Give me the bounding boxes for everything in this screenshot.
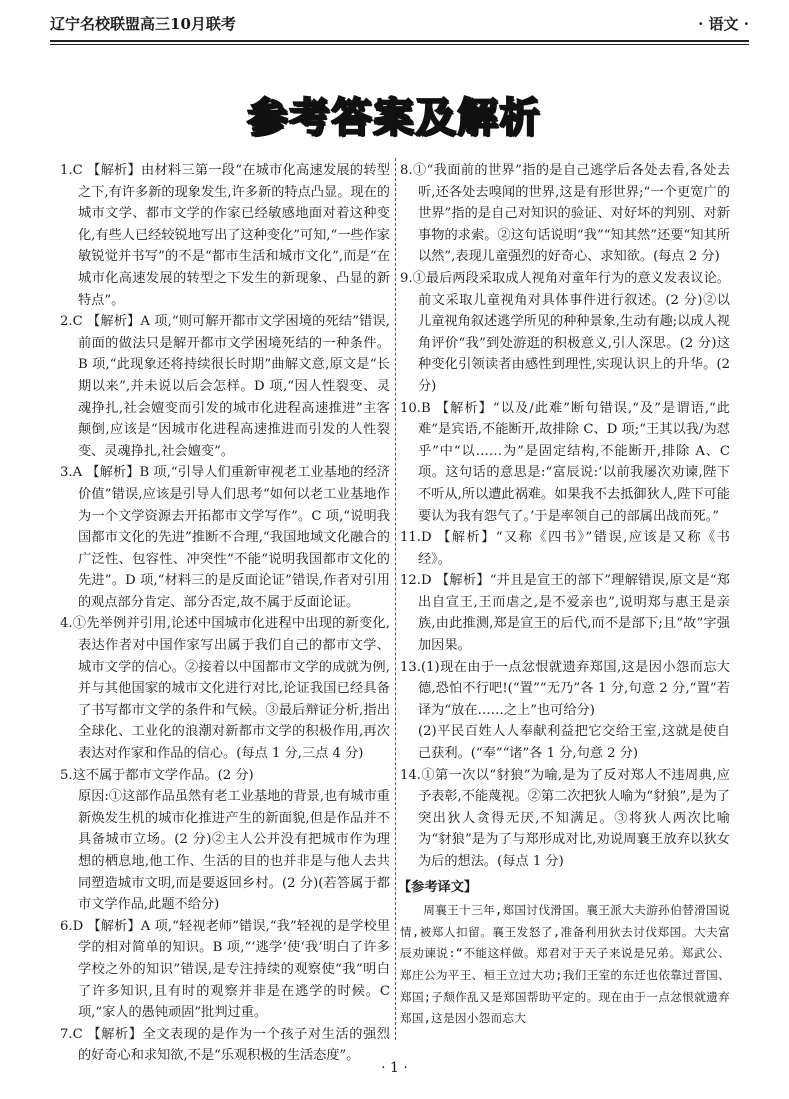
answer-item: 4.①先举例并引用,论述中国城市化进程中出现的新变化,表达作者对中国作家写出属于我们自己的都市文学、城市文学的信心。②接着以中国都市文学的成就为例,并与其他国家的城市文化进行对比,论证我国已经具备了书写都市文学的条件和气候。③最后辩证分析,指出全球化、工业化的浪潮对新都市文学的积极作用,再次表达对作家和作品的信心。(每点 1 分,三点 4 分) <box>60 616 390 762</box>
answer-item: 13.(1)现在由于一点忿恨就遗弃郑国,这是因小怨而忘大德,恐怕不行吧!(“置”“无乃”各 1 分,句意 2 分,“置”若译为“放在……之上”也可给分) <box>400 659 730 718</box>
answer-item: 10.B 【解析】“以及/此难”断句错误,“及”是谓语,“此难”是宾语,不能断开,故排除 C、D 项;“王其以我/为怼乎”中“以……为”是固定结构,不能断开,排除 A、C 项。这句话的意思是:“富辰说:‘以前我屡次劝谏,陛下不听从,所以遭此祸难。如果我不去抵御狄人,陛下可能要认为我有怨气了。’于是率领自己的部属出战而死。” <box>400 400 730 524</box>
answer-item: 12.D 【解析】“并且是宣王的部下”理解错误,原文是“郑出自宣王,王而虐之,是不爱亲也”,说明郑与惠王是亲族,由此推测,郑是宣王的后代,而不是部下;且“故”字强加因果。 <box>400 573 730 654</box>
column-divider <box>395 158 396 1040</box>
header-rule-thin <box>50 44 749 45</box>
answer-item: 6.D 【解析】A 项,“轻视老师”错误,“我”轻视的是学校里学的相对简单的知识。B 项,“‘逃学’使‘我’明白了许多学校之外的知识”错误,是专注持续的观察使“我”明白了许多知识,且有时的观察并非是在逃学的时候。C 项,“家人的愚钝顽固”批判过重。 <box>60 918 390 1021</box>
answer-item: 5.这不属于都市文学作品。(2 分) <box>60 767 254 783</box>
answer-item: 9.①最后两段采取成人视角对童年行为的意义发表议论。前文采取儿童视角对具体事件进行叙述。(2 分)②以儿童视角叙述逃学所见的种种景象,生动有趣;以成人视角评价“我”到处游逛的积极意义,引人深思。(2 分)这种变化引领读者由感性到理性,实现认识上的升华。(2 分) <box>400 270 730 394</box>
subject-label: · 语文 · <box>698 14 749 33</box>
page-header <box>50 8 749 38</box>
right-column <box>400 160 730 1030</box>
answer-item: 14.①第一次以“豺狼”为喻,是为了反对郑人不违周典,应予表彰,不能蔑视。②第二次把狄人喻为“豺狼”,是为了突出狄人贪得无厌,不知满足。③将狄人两次比喻为“豺狼”是为了与郑形成对比,劝说周襄王放弃以狄女为后的想法。(每点 1 分) <box>400 767 730 869</box>
answer-item: 原因:①这部作品虽然有老工业基地的背景,也有城市重新焕发生机的城市化推进产生的新面貌,但是作品并不具备城市立场。(2 分)②主人公并没有把城市作为理想的栖息地,他工作、生活的目的也并非是与他人去共同塑造城市文明,而是要返回乡村。(2 分)(若答属于都市文学作品,此题不给分) <box>78 789 390 913</box>
left-column <box>60 160 390 1067</box>
answer-item: 7.C 【解析】全文表现的是作为一个孩子对生活的强烈的好奇心和求知欲,不是“乐观积极的生活态度”。 <box>60 1026 390 1064</box>
answer-item: 11.D 【解析】“又称《四书》”错误,应该是又称《书经》。 <box>400 530 730 567</box>
header-rule-thick <box>50 40 749 42</box>
page-title: 参考答案及解析 <box>247 95 542 141</box>
answer-item: (2)平民百姓人人奉献利益把它交给王室,这就是使自己获利。(“奉”“诸”各 1 分,句意 2 分) <box>418 724 730 762</box>
reference-translation-heading: 【参考译文】 <box>398 879 478 895</box>
answer-item: 3.A 【解析】B 项,“引导人们重新审视老工业基地的经济价值”错误,应该是引导人们思考“如何以老工业基地作为一个文学资源去开拓都市文学写作”。C 项,“说明我国都市文化的先进”推断不合理,“我国地域文化融合的广泛性、包容性、冲突性”不能“说明我国都市文化的先进”。D 项,“材料三的是反面论证”错误,作者对引用的观点部分肯定、部分否定,故不属于反面论证。 <box>60 465 390 610</box>
answer-item: 2.C 【解析】A 项,“则可解开都市文学困境的死结”错误,前面的做法只是解开都市文学困境死结的一种条件。B 项,“此现象还将持续很长时期”曲解文意,原文是“长期以来”,并未说以后会怎样。D 项,“因人性裂变、灵魂挣扎,社会嬗变而引发的城市化进程高速推进”主客颠倒,应该是“因城市化进程高速推进而引发的人性裂变、灵魂挣扎,社会嬗变”。 <box>60 314 390 459</box>
answer-item: 8.①“我面前的世界”指的是自己逃学后各处去看,各处去听,还各处去嗅闻的世界,这是有形世界;“一个更宽广的世界”指的是自己对知识的验证、对好坏的判别、对新事物的求索。②这句话说明“我”“知其然”还要“知其所以然”,表现儿童强烈的好奇心、求知欲。(每点 2 分) <box>400 163 730 265</box>
page-number: · 1 · <box>381 1060 408 1076</box>
answer-item: 1.C 【解析】由材料三第一段“在城市化高速发展的转型之下,有许多新的现象发生,许多新的特点凸显。现在的城市文学、都市文学的作家已经敏感地面对着这种变化,有些人已经较锐地写出了这种变化”可知,“一些作家敏锐觉并书写”的不是“都市生活和城市文化”,而是“在城市化高速发展的转型之下发生的新现象、凸显的新特点”。 <box>60 163 390 308</box>
exam-name: 辽宁名校联盟高三10月联考 <box>50 14 236 33</box>
reference-translation: 周襄王十三年,郑国讨伐滑国。襄王派大夫游孙伯替滑国说情,被郑人扣留。襄王发怒了,准备利用狄去讨伐郑国。大夫富辰劝谏说:“不能这样做。郑君对于天子来说是兄弟。郑武公、郑庄公为平王、桓王立过大功;我们王室的东迁也依靠过晋国、郑国;子颓作乱又是郑国帮助平定的。现在由于一点忿恨就遗弃郑国,这是因小怨而忘大 <box>400 903 730 1026</box>
